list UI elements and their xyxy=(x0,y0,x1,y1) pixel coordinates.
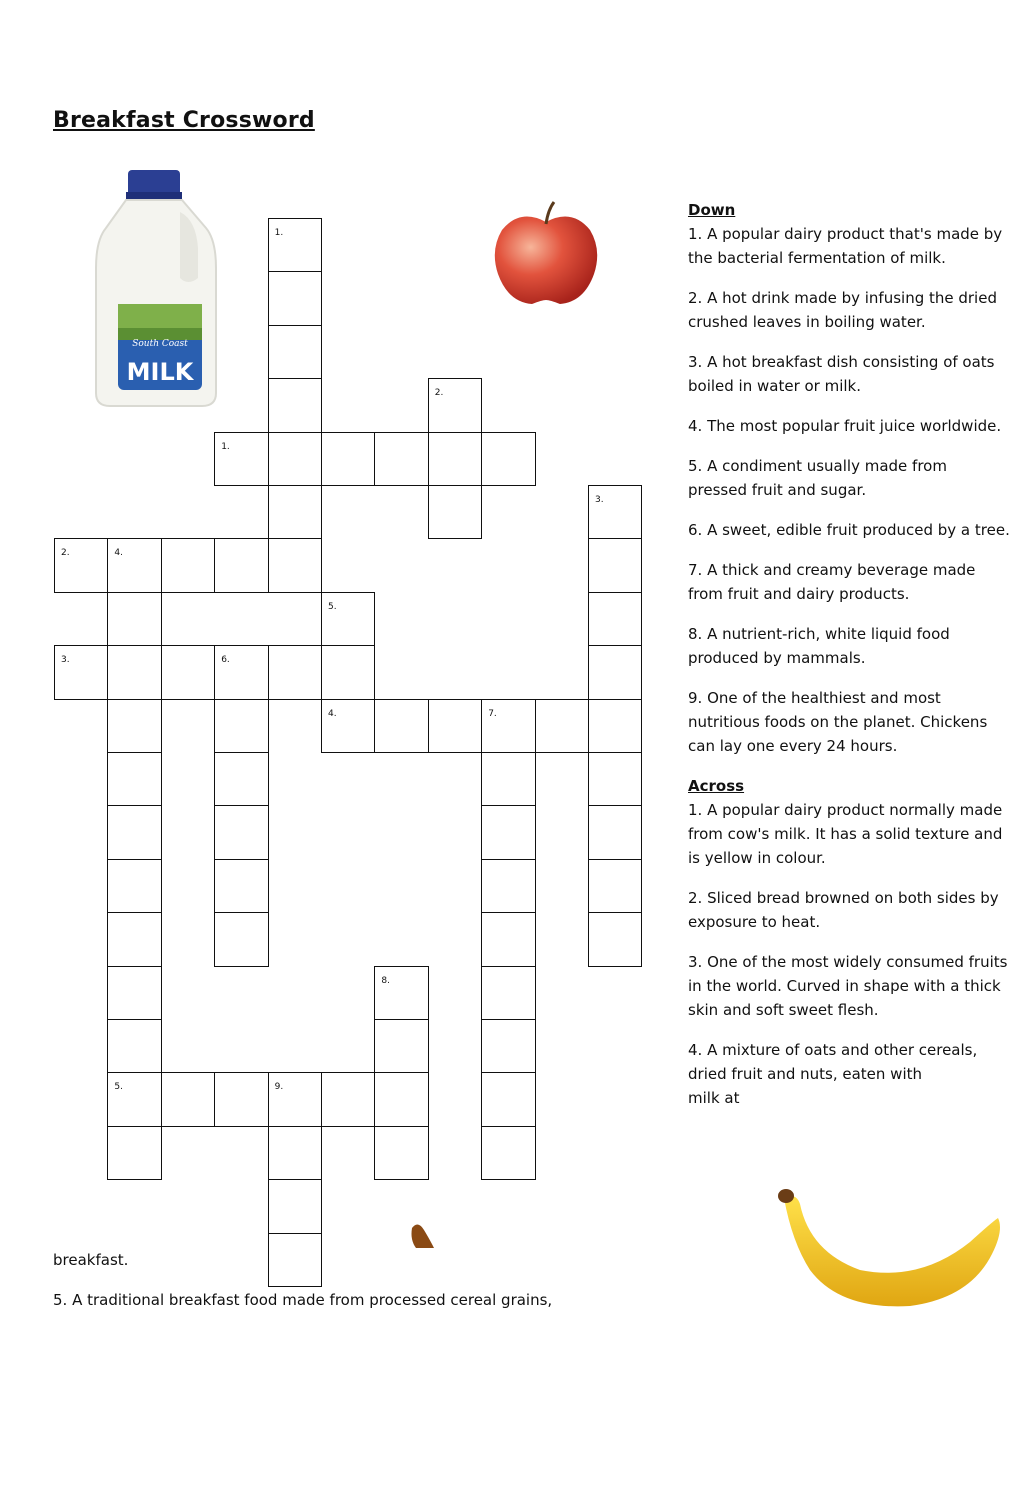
crossword-cell[interactable] xyxy=(374,1126,428,1180)
across-clue-3: 3. One of the most widely consumed fruits in the world. Curved in shape with a thick skin and soft sweet flesh. xyxy=(688,953,1008,1019)
crossword-cell[interactable] xyxy=(107,859,161,913)
crossword-cell[interactable] xyxy=(321,699,375,753)
crossword-cell[interactable] xyxy=(107,912,161,966)
crossword-cell[interactable] xyxy=(374,699,428,753)
crossword-cell[interactable] xyxy=(268,378,322,432)
down-clue-6: 6. A sweet, edible fruit produced by a tree. xyxy=(688,521,1010,539)
down-clue-5: 5. A condiment usually made from pressed fruit and sugar. xyxy=(688,457,947,499)
crossword-cell[interactable] xyxy=(374,1072,428,1126)
crossword-cell[interactable] xyxy=(214,538,268,592)
clue-number: 2. xyxy=(61,548,70,559)
clue-number: 4. xyxy=(328,708,337,719)
crossword-cell[interactable] xyxy=(214,432,268,486)
crossword-cell[interactable] xyxy=(268,325,322,379)
crossword-cell[interactable] xyxy=(588,912,642,966)
crossword-cell[interactable] xyxy=(428,699,482,753)
crossword-cell[interactable] xyxy=(481,859,535,913)
crossword-cell[interactable] xyxy=(588,859,642,913)
crossword-cell[interactable] xyxy=(214,859,268,913)
clue-number: 1. xyxy=(221,441,230,452)
across-heading: Across xyxy=(688,777,745,795)
crossword-cell[interactable] xyxy=(321,592,375,646)
crossword-cell[interactable] xyxy=(161,645,215,699)
crossword-cell[interactable] xyxy=(588,485,642,539)
across-clue-4-end: breakfast. xyxy=(53,1251,129,1269)
crossword-cell[interactable] xyxy=(268,1233,322,1287)
crossword-cell[interactable] xyxy=(214,805,268,859)
clue-number: 9. xyxy=(274,1082,284,1093)
crossword-cell[interactable] xyxy=(321,645,375,699)
crossword-cell[interactable] xyxy=(321,432,375,486)
down-heading: Down xyxy=(688,201,736,219)
crossword-cell[interactable] xyxy=(54,538,108,592)
crossword-cell[interactable] xyxy=(214,699,268,753)
crossword-cell[interactable] xyxy=(161,538,215,592)
crossword-cell[interactable] xyxy=(268,271,322,325)
across-clue-5: 5. A traditional breakfast food made from processed cereal grains, xyxy=(53,1291,553,1309)
clue-number: 4. xyxy=(114,548,123,559)
crossword-cell[interactable] xyxy=(107,1019,161,1073)
clue-number: 3. xyxy=(595,495,604,505)
down-clue-9: 9. One of the healthiest and most nutritious foods on the planet. Chickens can lay one every 24 hours. xyxy=(688,689,988,755)
crossword-cell[interactable] xyxy=(481,805,535,859)
crossword-cell[interactable] xyxy=(214,1072,268,1126)
clue-number: 3. xyxy=(61,655,70,666)
clue-number: 8. xyxy=(381,975,390,986)
crossword-cell[interactable] xyxy=(481,752,535,806)
crossword-cell[interactable] xyxy=(428,485,482,539)
banana-image xyxy=(770,1182,1005,1314)
clue-number: 5. xyxy=(328,601,337,612)
crossword-cell[interactable] xyxy=(481,1126,535,1180)
crossword-cell[interactable] xyxy=(107,592,161,646)
crossword-cell[interactable] xyxy=(481,966,535,1020)
crossword-cell[interactable] xyxy=(268,218,322,272)
across-clue-4-continued: milk at xyxy=(688,1089,740,1107)
crossword-cell[interactable] xyxy=(481,432,535,486)
crossword-cell[interactable] xyxy=(54,645,108,699)
crossword-cell[interactable] xyxy=(268,1072,322,1126)
crossword-cell[interactable] xyxy=(107,699,161,753)
down-clue-4: 4. The most popular fruit juice worldwide. xyxy=(688,417,1002,435)
clues-panel xyxy=(688,198,1010,1110)
crossword-cell[interactable] xyxy=(107,805,161,859)
crossword-cell[interactable] xyxy=(268,432,322,486)
page-title: Breakfast Crossword xyxy=(53,108,315,133)
crossword-cell[interactable] xyxy=(321,1072,375,1126)
milk-brand: South Coast xyxy=(132,339,188,349)
crossword-cell[interactable] xyxy=(535,699,589,753)
crossword-cell[interactable] xyxy=(107,645,161,699)
crossword-cell[interactable] xyxy=(107,752,161,806)
down-clue-8: 8. A nutrient-rich, white liquid food produced by mammals. xyxy=(688,625,950,667)
crossword-cell[interactable] xyxy=(588,538,642,592)
crossword-cell[interactable] xyxy=(428,378,482,432)
crossword-cell[interactable] xyxy=(214,645,268,699)
crossword-cell[interactable] xyxy=(481,1019,535,1073)
across-clue-4: 4. A mixture of oats and other cereals, dried fruit and nuts, eaten with xyxy=(688,1041,978,1083)
crossword-cell[interactable] xyxy=(107,1126,161,1180)
crossword-cell[interactable] xyxy=(268,1179,322,1233)
crossword-cell[interactable] xyxy=(588,592,642,646)
crossword-cell[interactable] xyxy=(481,699,535,753)
crossword-cell[interactable] xyxy=(374,1019,428,1073)
crossword-cell[interactable] xyxy=(481,1072,535,1126)
crossword-cell[interactable] xyxy=(214,752,268,806)
crossword-cell[interactable] xyxy=(481,912,535,966)
crossword-cell[interactable] xyxy=(268,1126,322,1180)
crossword-cell[interactable] xyxy=(374,966,428,1020)
crossword-cell[interactable] xyxy=(161,1072,215,1126)
clue-number: 5. xyxy=(114,1082,123,1093)
crossword-cell[interactable] xyxy=(268,645,322,699)
clue-number: 2. xyxy=(434,388,444,399)
crossword-cell[interactable] xyxy=(268,538,322,592)
clue-number: 6. xyxy=(221,655,230,666)
across-clue-1: 1. A popular dairy product normally made from cow's milk. It has a solid texture and is yellow in colour. xyxy=(688,801,1003,867)
crossword-cell[interactable] xyxy=(588,752,642,806)
crossword-cell[interactable] xyxy=(428,432,482,486)
crossword-cell[interactable] xyxy=(268,485,322,539)
crossword-cell[interactable] xyxy=(588,645,642,699)
clue-number: 7. xyxy=(488,708,497,719)
crossword-cell[interactable] xyxy=(107,966,161,1020)
crossword-cell[interactable] xyxy=(588,805,642,859)
crossword-cell[interactable] xyxy=(588,699,642,753)
down-clue-1: 1. A popular dairy product that's made by the bacterial fermentation of milk. xyxy=(688,225,1003,267)
down-clue-3: 3. A hot breakfast dish consisting of oats boiled in water or milk. xyxy=(688,353,995,395)
clue-number: 1. xyxy=(274,228,284,238)
milk-label: MILK xyxy=(126,358,194,386)
crossword-cell[interactable] xyxy=(374,432,428,486)
down-clue-7: 7. A thick and creamy beverage made from fruit and dairy products. xyxy=(688,561,976,603)
crossword-cell[interactable] xyxy=(107,1072,161,1126)
crossword-cell[interactable] xyxy=(107,538,161,592)
crossword-cell[interactable] xyxy=(214,912,268,966)
across-clue-2: 2. Sliced bread browned on both sides by exposure to heat. xyxy=(688,889,999,931)
down-clue-2: 2. A hot drink made by infusing the dried crushed leaves in boiling water. xyxy=(688,289,997,331)
